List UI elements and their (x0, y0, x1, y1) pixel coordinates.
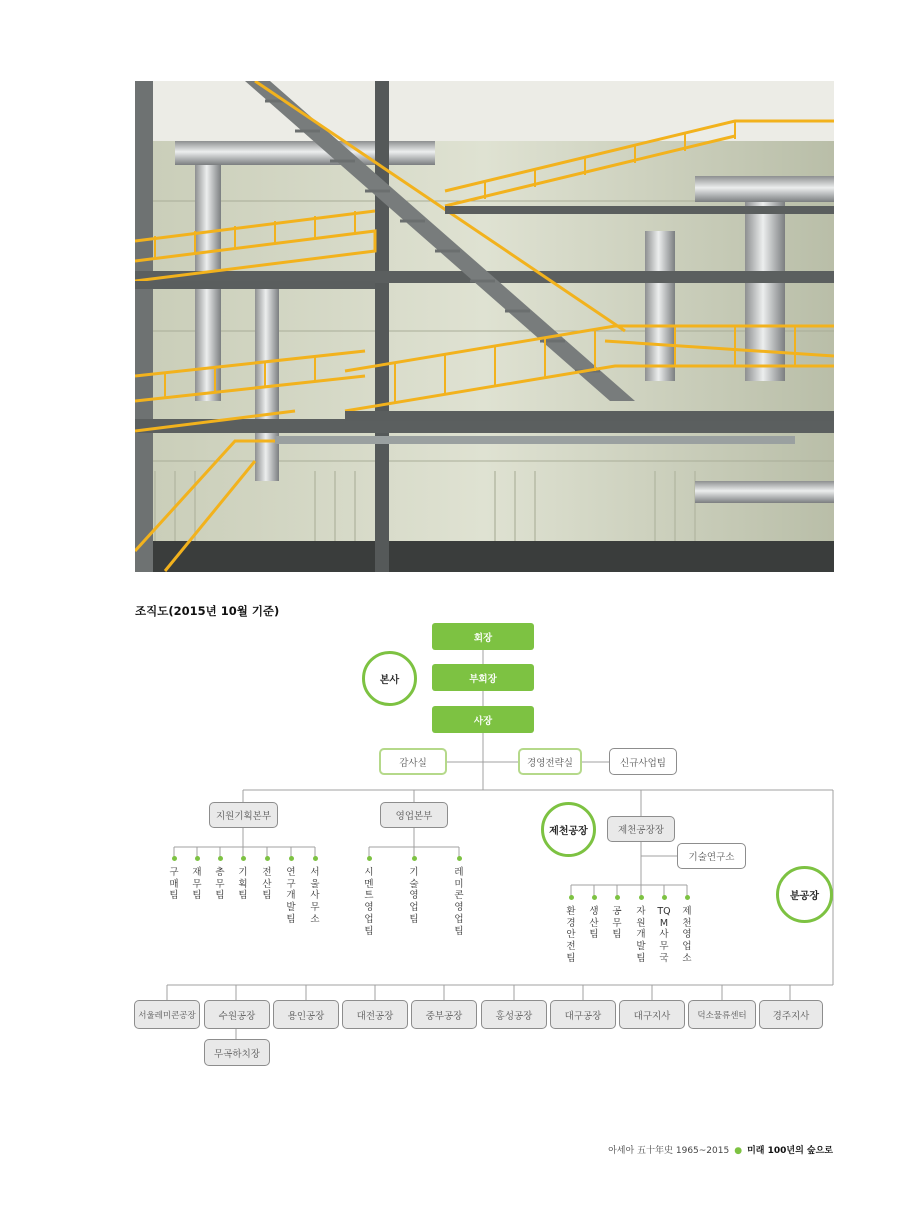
org-chart-title: 조직도(2015년 10월 기준) (135, 604, 280, 618)
team-dot (218, 856, 223, 861)
strategy-office-box: 경영전략실 (518, 748, 582, 775)
footer-history: 아세아 五十年史 1965~2015 (608, 1146, 730, 1156)
footer-slogan: 미래 100년의 숲으로 (747, 1146, 833, 1156)
page-footer (608, 1143, 833, 1156)
team-dot (639, 895, 644, 900)
team-rnd: 연구개발팀 (286, 867, 296, 925)
team-dot (569, 895, 574, 900)
team-it: 전산팀 (262, 867, 272, 902)
team-dot (241, 856, 246, 861)
team-dot (662, 895, 667, 900)
team-dot (457, 856, 462, 861)
team-planning: 기획팀 (238, 867, 248, 902)
team-remicon-sales: 레미콘영업팀 (454, 867, 464, 937)
team-dot (289, 856, 294, 861)
team-dot (313, 856, 318, 861)
branch-deokso-logistics: 덕소물류센터 (688, 1000, 756, 1029)
team-dot (172, 856, 177, 861)
team-environment-safety: 환경안전팀 (566, 906, 576, 964)
jecheon-plant-manager-box: 제천공장장 (607, 816, 675, 842)
headquarters-circle: 본사 (362, 651, 417, 706)
team-engineering: 공무팀 (612, 906, 622, 941)
sales-division-box: 영업본부 (380, 802, 448, 828)
team-seoul-office: 서울사무소 (310, 867, 320, 925)
team-dot (412, 856, 417, 861)
branch-seoul-remicon: 서울레미콘공장 (134, 1000, 200, 1029)
team-tqm-office: TQM사무국 (657, 906, 671, 964)
jecheon-plant-circle: 제천공장 (541, 802, 596, 857)
branch-suwon: 수원공장 (204, 1000, 270, 1029)
team-dot (265, 856, 270, 861)
team-dot (592, 895, 597, 900)
chairman-box: 회장 (432, 623, 534, 650)
footer-separator-dot: ● (734, 1146, 743, 1156)
team-production: 생산팀 (589, 906, 599, 941)
team-dot (195, 856, 200, 861)
president-box: 사장 (432, 706, 534, 733)
branch-yongin: 용인공장 (273, 1000, 339, 1029)
branch-plants-circle: 분공장 (776, 866, 833, 923)
new-business-team-box: 신규사업팀 (609, 748, 677, 775)
team-dot (615, 895, 620, 900)
vice-chairman-box: 부회장 (432, 664, 534, 691)
branch-gyeongju-office: 경주지사 (759, 1000, 823, 1029)
team-general-affairs: 총무팀 (215, 867, 225, 902)
research-lab-box: 기술연구소 (677, 843, 746, 869)
support-division-box: 지원기획본부 (209, 802, 278, 828)
branch-mugok-depot: 무곡하치장 (204, 1039, 270, 1066)
team-resource-development: 자원개발팀 (636, 906, 646, 964)
branch-daejeon: 대전공장 (342, 1000, 408, 1029)
branch-daegu-office: 대구지사 (619, 1000, 685, 1029)
branch-hongseong: 홍성공장 (481, 1000, 547, 1029)
branch-jungbu: 중부공장 (411, 1000, 477, 1029)
team-cement-sales: 시멘트영업팀 (364, 867, 374, 937)
team-jecheon-sales-office: 제천영업소 (682, 906, 692, 964)
branch-daegu-plant: 대구공장 (550, 1000, 616, 1029)
audit-office-box: 감사실 (379, 748, 447, 775)
team-purchasing: 구매팀 (169, 867, 179, 902)
team-technical-sales: 기술영업팀 (409, 867, 419, 925)
team-finance: 재무팀 (192, 867, 202, 902)
team-dot (367, 856, 372, 861)
team-dot (685, 895, 690, 900)
